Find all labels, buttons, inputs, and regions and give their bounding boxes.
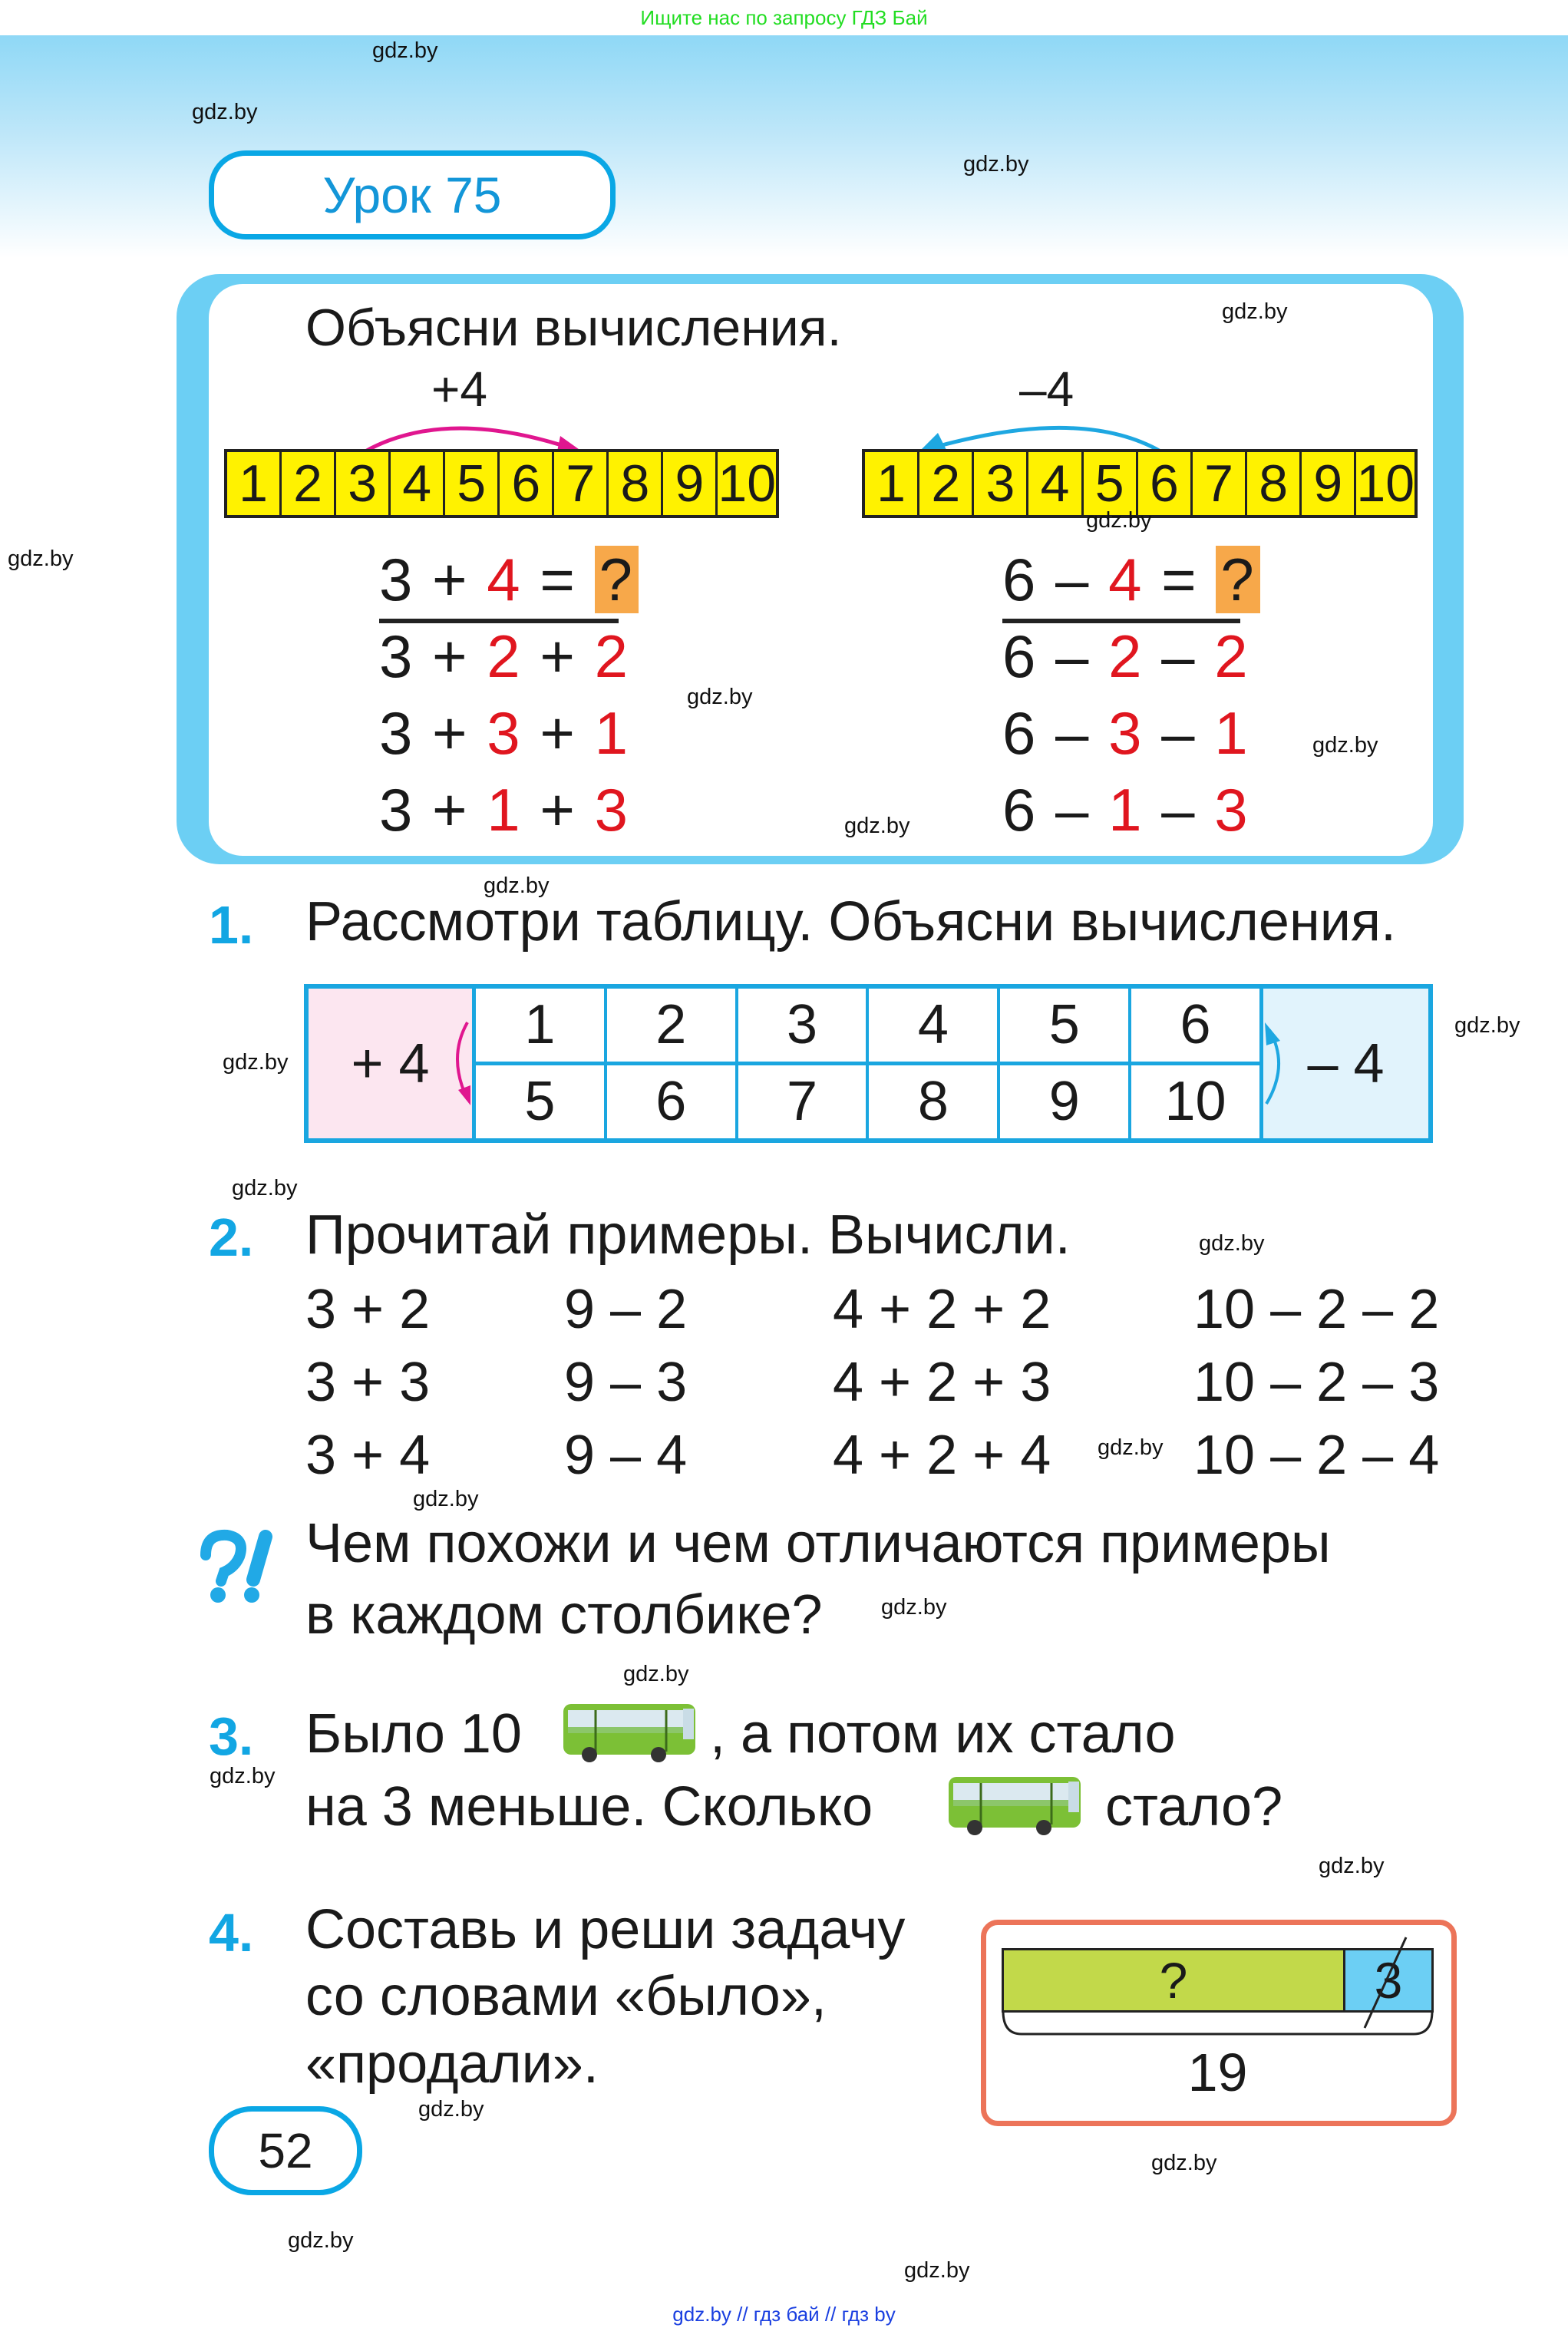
watermark: gdz.by [963, 152, 1029, 177]
number-cell: 3 [974, 452, 1028, 515]
total-value: 19 [1187, 2042, 1248, 2102]
watermark: gdz.by [1454, 1013, 1520, 1038]
task3-line2-start: на 3 меньше. Сколько [305, 1776, 873, 1838]
number-cell: 6 [1138, 452, 1193, 515]
task-number: 4. [209, 1903, 254, 1963]
watermark: gdz.by [1319, 1854, 1385, 1878]
number-cell: 10 [1356, 454, 1415, 513]
watermark: gdz.by [8, 547, 74, 571]
total-brace [1002, 2011, 1434, 2039]
table-grid [476, 989, 1259, 1138]
watermark: gdz.by [1199, 1231, 1265, 1256]
example: 3 + 3 [305, 1352, 431, 1413]
footer-links[interactable]: gdz.by // гдз бай // гдз by [672, 2303, 896, 2326]
watermark: gdz.by [1098, 1435, 1164, 1460]
task3-line1-end: , а потом их стало [710, 1703, 1176, 1765]
equation-row: 6 – 3 – 1 [1002, 699, 1249, 767]
unknown-segment: ? [1002, 1948, 1345, 2013]
bus-icon [559, 1696, 701, 1765]
number-cell: 10 [718, 454, 777, 513]
number-cell: 2 [919, 452, 974, 515]
example: 10 – 2 – 2 [1193, 1279, 1440, 1340]
task-number: 1. [209, 895, 254, 955]
task-number: 2. [209, 1207, 254, 1267]
watermark: gdz.by [372, 38, 438, 63]
task3-line2-end: стало? [1105, 1776, 1283, 1838]
watermark: gdz.by [844, 814, 910, 838]
example: 3 + 4 [305, 1425, 431, 1486]
number-cell: 5 [1084, 452, 1138, 515]
number-cell: 9 [1302, 452, 1356, 515]
plus-four-label: +4 [431, 362, 487, 417]
watermark: gdz.by [288, 2228, 354, 2253]
example: 9 – 3 [564, 1352, 688, 1413]
number-cell: 4 [1028, 452, 1083, 515]
task4-line-3: «продали». [305, 2033, 599, 2095]
question-exclamation-icon [192, 1526, 280, 1603]
minus-four-label: –4 [1019, 362, 1074, 417]
sold-segment: 3 [1343, 1948, 1434, 2013]
watermark: gdz.by [623, 1662, 689, 1686]
equation-row: 6 – 2 – 2 [1002, 622, 1249, 690]
watermark: gdz.by [232, 1176, 298, 1200]
arrow-down-icon [444, 1019, 472, 1111]
question-line-2: в каждом столбике? [305, 1584, 823, 1646]
plus-four-cell: + 4 [309, 989, 476, 1138]
task4-line-1: Составь и реши задачу [305, 1899, 906, 1960]
watermark: gdz.by [413, 1487, 479, 1511]
example: 10 – 2 – 3 [1193, 1352, 1440, 1413]
task-number: 3. [209, 1706, 254, 1766]
number-cell: 6 [500, 452, 554, 515]
task1-instruction: Рассмотри таблицу. Объясни вычисления. [305, 891, 1396, 953]
example: 4 + 2 + 4 [833, 1425, 1051, 1486]
number-cell: 5 [445, 452, 500, 515]
equation-main-right: 6 – 4 = ? [1002, 545, 1260, 615]
question-line-1: Чем похожи и чем отличаются примеры [305, 1513, 1331, 1574]
watermark: gdz.by [418, 2097, 484, 2122]
number-cell: 7 [554, 452, 609, 515]
equation-row: 3 + 3 + 1 [379, 699, 629, 767]
number-cell: 4 [391, 452, 445, 515]
number-cell: 7 [1193, 452, 1247, 515]
table-row: 1 2 3 4 5 6 [476, 989, 1259, 1062]
task3-line1-start: Было 10 [305, 1703, 522, 1765]
intro-title: Объясни вычисления. [305, 299, 842, 357]
task4-line-2: со словами «было», [305, 1966, 827, 2027]
minus-four-cell: – 4 [1259, 989, 1428, 1138]
equation-row: 3 + 1 + 3 [379, 776, 629, 844]
unknown-box: ? [595, 546, 639, 613]
number-cell: 2 [282, 452, 336, 515]
number-cell: 9 [663, 452, 718, 515]
watermark: gdz.by [192, 100, 258, 124]
top-banner [0, 0, 1568, 35]
example: 10 – 2 – 4 [1193, 1425, 1440, 1486]
task2-instruction: Прочитай примеры. Вычисли. [305, 1204, 1071, 1266]
number-cell: 1 [865, 452, 919, 515]
watermark: gdz.by [881, 1595, 947, 1620]
banner-text: Ищите нас по запросу ГДЗ Бай [640, 6, 928, 29]
number-cell: 8 [609, 452, 663, 515]
bus-icon [944, 1769, 1086, 1838]
equation-row: 3 + 2 + 2 [379, 622, 629, 690]
watermark: gdz.by [484, 873, 550, 898]
number-line-left [224, 449, 779, 518]
example: 3 + 2 [305, 1279, 431, 1340]
lesson-title: Урок 75 [322, 167, 502, 223]
equation-main-left: 3 + 4 = ? [379, 545, 639, 615]
watermark: gdz.by [1312, 733, 1378, 758]
example: 9 – 2 [564, 1279, 688, 1340]
arrow-up-icon [1263, 1019, 1291, 1111]
watermark: gdz.by [1222, 299, 1288, 324]
page-number: 52 [258, 2123, 313, 2178]
lesson-title-badge [209, 150, 616, 239]
number-cell: 8 [1247, 452, 1302, 515]
equation-row: 6 – 1 – 3 [1002, 776, 1249, 844]
watermark: gdz.by [210, 1764, 276, 1788]
page-number-badge [209, 2106, 362, 2195]
footer [0, 2303, 1568, 2326]
example: 4 + 2 + 3 [833, 1352, 1051, 1413]
watermark: gdz.by [687, 685, 753, 709]
watermark: gdz.by [1086, 508, 1152, 533]
number-cell: 1 [227, 452, 282, 515]
watermark: gdz.by [223, 1050, 289, 1075]
addition-subtraction-table [304, 984, 1433, 1143]
watermark: gdz.by [904, 2258, 970, 2283]
example: 4 + 2 + 2 [833, 1279, 1051, 1340]
number-cell: 3 [336, 452, 391, 515]
table-row: 5 6 7 8 9 10 [476, 1062, 1259, 1138]
unknown-box: ? [1216, 546, 1259, 613]
watermark: gdz.by [1151, 2151, 1217, 2175]
example: 9 – 4 [564, 1425, 688, 1486]
